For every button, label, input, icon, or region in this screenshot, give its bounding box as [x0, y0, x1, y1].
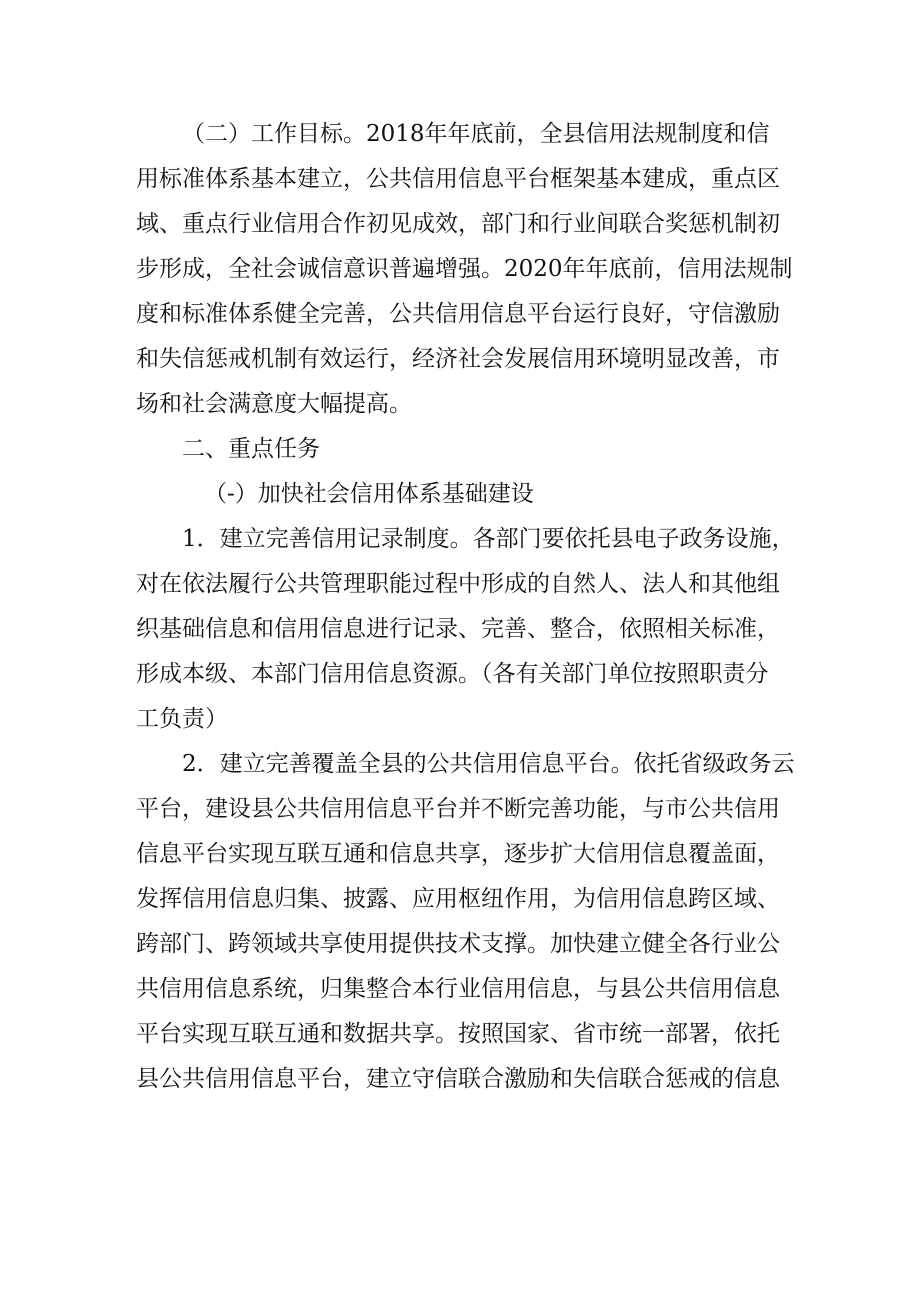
- text-line: 和失信惩戒机制有效运行，经济社会发展信用环境明显改善，市: [136, 346, 780, 372]
- text-line: 平台，建设县公共信用信息平台并不断完善功能，与市公共信用: [136, 796, 780, 822]
- text-line: 度和标准体系健全完善，公共信用信息平台运行良好，守信激励: [136, 301, 780, 327]
- text-line: 织基础信息和信用信息进行记录、完善、整合，依照相关标准，: [136, 616, 780, 642]
- text-line: 形成本级、本部门信用信息资源。（各有关部门单位按照职责分: [136, 661, 769, 687]
- subsection-heading: [136, 472, 796, 517]
- text-line: 县公共信用信息平台，建立守信联合激励和失信联合惩戒的信息: [136, 1066, 780, 1092]
- text-line: 工负责）: [136, 706, 228, 732]
- paragraph-item-2: [136, 742, 796, 1102]
- section-heading: [136, 427, 796, 472]
- text-line: 步形成，全社会诚信意识普遍增强。2020年年底前，信用法规制: [136, 256, 793, 282]
- paragraph-item-1: [136, 517, 796, 742]
- text-line: 2．建立完善覆盖全县的公共信用信息平台。依托省级政务云: [182, 751, 795, 777]
- text-line: 对在依法履行公共管理职能过程中形成的自然人、法人和其他组: [136, 571, 780, 597]
- text-line: 信息平台实现互联互通和信息共享，逐步扩大信用信息覆盖面，: [136, 841, 780, 867]
- text-line: （二）工作目标。2018年年底前，全县信用法规制度和信: [182, 121, 770, 147]
- text-line: 1．建立完善信用记录制度。各部门要依托县电子政务设施，: [182, 526, 795, 552]
- paragraph-work-goal: [136, 112, 796, 427]
- text-line: 跨部门、跨领域共享使用提供技术支撑。加快建立健全各行业公: [136, 931, 780, 957]
- text-line: 场和社会满意度大幅提高。: [136, 391, 412, 417]
- document-body: [136, 112, 796, 1102]
- text-line: 用标准体系基本建立，公共信用信息平台框架基本建成，重点区: [136, 166, 780, 192]
- text-line: 域、重点行业信用合作初见成效，部门和行业间联合奖惩机制初: [136, 211, 780, 237]
- section-heading-text: 二、重点任务: [182, 436, 320, 462]
- subsection-heading-text: （-）加快社会信用体系基础建设: [204, 481, 534, 507]
- text-line: 共信用信息系统，归集整合本行业信用信息，与县公共信用信息: [136, 976, 780, 1002]
- text-line: 平台实现互联互通和数据共享。按照国家、省市统一部署，依托: [136, 1021, 780, 1047]
- text-line: 发挥信用信息归集、披露、应用枢纽作用，为信用信息跨区域、: [136, 886, 780, 912]
